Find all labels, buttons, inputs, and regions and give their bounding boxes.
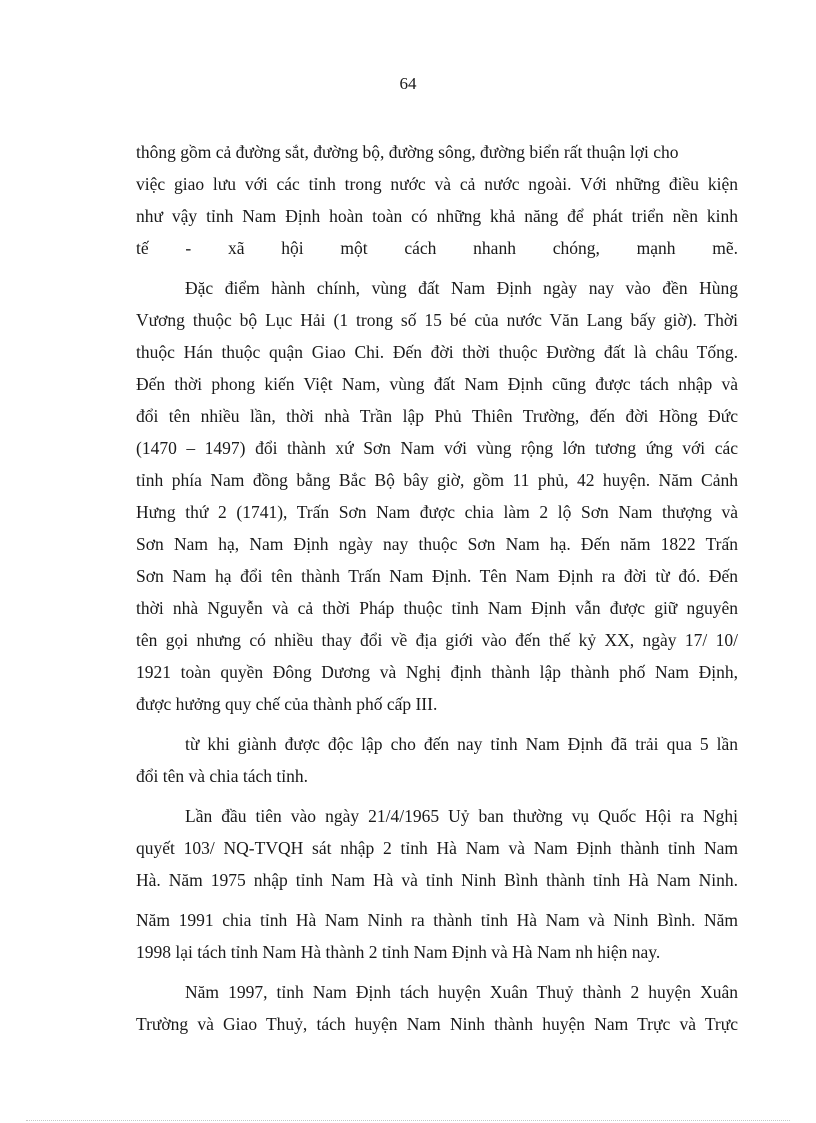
- text-line: tên gọi nhưng có nhiều thay đổi về địa giới vào đến thế kỷ XX, ngày 17/ 10/: [136, 630, 738, 650]
- text-line: Đến thời phong kiến Việt Nam, vùng đất Nam Định cũng được tách nhập và: [136, 374, 738, 394]
- text-line: Vương thuộc bộ Lục Hải (1 trong số 15 bé của nước Văn Lang bấy giờ). Thời: [136, 310, 738, 330]
- text-line: thông gồm cả đường sắt, đường bộ, đường sông, đường biển rất thuận lợi cho: [136, 142, 679, 162]
- paragraph-gap: [136, 968, 738, 976]
- text-line: Sơn Nam hạ, Nam Định ngày nay thuộc Sơn Nam hạ. Đến năm 1822 Trấn: [136, 534, 738, 554]
- text-line: thời nhà Nguyễn và cả thời Pháp thuộc tỉnh Nam Định vẫn được giữ nguyên: [136, 598, 738, 618]
- text-line: Năm 1991 chia tỉnh Hà Nam Ninh ra thành tỉnh Hà Nam và Ninh Bình. Năm: [136, 910, 738, 930]
- text-line: được hưởng quy chế của thành phố cấp III.: [136, 694, 438, 714]
- text-line: Hưng thứ 2 (1741), Trấn Sơn Nam được chia làm 2 lộ Sơn Nam thượng và: [136, 502, 738, 522]
- text-line: tỉnh phía Nam đồng bằng Bắc Bộ bây giờ, gồm 11 phủ, 42 huyện. Năm Cảnh: [136, 470, 738, 490]
- text-line: việc giao lưu với các tỉnh trong nước và cả nước ngoài. Với những điều kiện: [136, 174, 738, 194]
- footer-divider: [26, 1120, 790, 1121]
- text-line: 1998 lại tách tỉnh Nam Hà thành 2 tỉnh Nam Định và Hà Nam nh hiện nay.: [136, 942, 661, 962]
- text-line: đổi tên và chia tách tỉnh.: [136, 766, 309, 786]
- text-line: từ khi giành được độc lập cho đến nay tỉnh Nam Định đã trải qua 5 lần: [185, 734, 738, 754]
- paragraph-gap: [136, 720, 738, 728]
- text-line: quyết 103/ NQ-TVQH sát nhập 2 tỉnh Hà Nam và Nam Định thành tỉnh Nam: [136, 838, 738, 858]
- text-line: thuộc Hán thuộc quận Giao Chi. Đến đời thời thuộc Đường đất là châu Tống.: [136, 342, 738, 362]
- text-line: Lần đầu tiên vào ngày 21/4/1965 Uỷ ban thường vụ Quốc Hội ra Nghị: [185, 806, 738, 826]
- text-line: tế - xã hội một cách nhanh chóng, mạnh mẽ.: [136, 238, 738, 258]
- text-line: Trường và Giao Thuỷ, tách huyện Nam Ninh thành huyện Nam Trực và Trực: [136, 1014, 738, 1034]
- document-body: [136, 136, 738, 1040]
- text-line: như vậy tỉnh Nam Định hoàn toàn có những khả năng để phát triển nền kinh: [136, 206, 738, 226]
- text-line: Năm 1997, tỉnh Nam Định tách huyện Xuân Thuỷ thành 2 huyện Xuân: [185, 982, 738, 1002]
- text-line: Hà. Năm 1975 nhập tỉnh Nam Hà và tỉnh Ninh Bình thành tỉnh Hà Nam Ninh.: [136, 870, 738, 890]
- page-number: 64: [399, 74, 417, 93]
- paragraph-gap: [136, 792, 738, 800]
- paragraph-gap: [136, 896, 738, 904]
- text-line: đổi tên nhiều lần, thời nhà Trần lập Phủ Thiên Trường, đến đời Hồng Đức: [136, 406, 738, 426]
- text-line: Đặc điểm hành chính, vùng đất Nam Định ngày nay vào đền Hùng: [185, 278, 738, 298]
- text-line: (1470 – 1497) đổi thành xứ Sơn Nam với vùng rộng lớn tương ứng với các: [136, 438, 738, 458]
- text-line: 1921 toàn quyền Đông Dương và Nghị định thành lập thành phố Nam Định,: [136, 662, 738, 682]
- paragraph-gap: [136, 264, 738, 272]
- text-line: Sơn Nam hạ đổi tên thành Trấn Nam Định. Tên Nam Định ra đời từ đó. Đến: [136, 566, 738, 586]
